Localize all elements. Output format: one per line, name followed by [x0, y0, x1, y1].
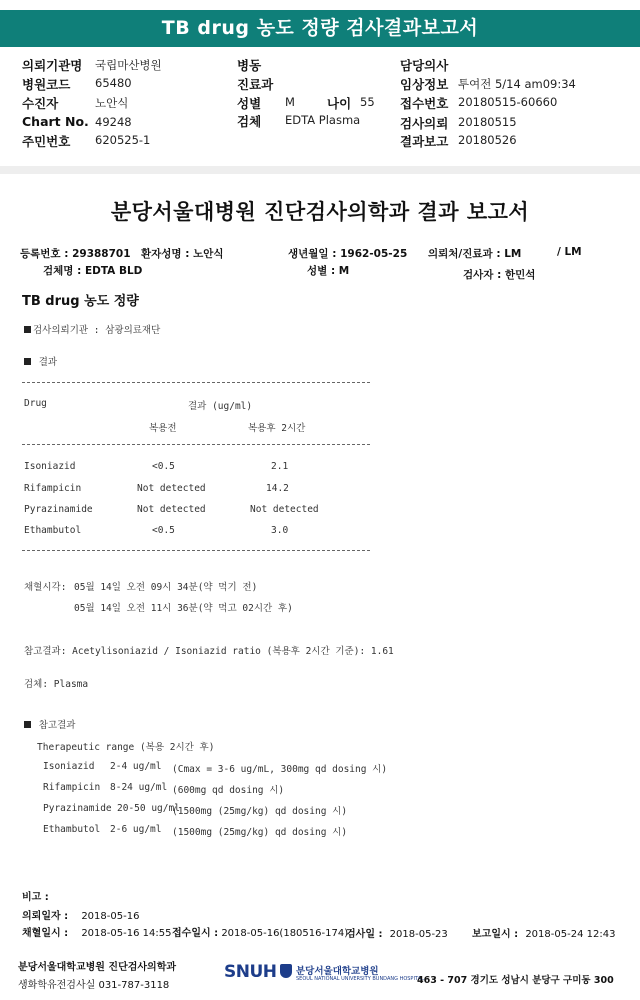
col-pre-header: 복용전 — [149, 423, 177, 434]
lab-report — [0, 174, 640, 1000]
ward-label: 병동 — [237, 58, 262, 73]
requester-dept: / LM — [557, 246, 582, 258]
patient-sex: 성별 : M — [307, 265, 350, 277]
remark-label: 비고 : — [22, 892, 49, 903]
lab-report-title: 분당서울대병원 진단검사의학과 결과 보고서 — [110, 200, 530, 224]
test-date-label: 검사일 : — [346, 929, 383, 940]
row-post: 3.0 — [271, 525, 289, 536]
range-drug: Isoniazid — [43, 761, 95, 772]
result-heading — [24, 354, 57, 368]
hospital-code-value: 65480 — [95, 76, 132, 90]
row-pre: <0.5 — [152, 525, 175, 536]
row-drug: Rifampicin — [24, 483, 82, 494]
collect-date — [22, 924, 171, 939]
reference-heading-text: 참고결과 — [38, 720, 76, 731]
chart-no-value: 49248 — [95, 115, 132, 129]
report-date-value: 20180526 — [458, 133, 517, 147]
range-note: (1500mg (25mg/kg) qd dosing 시) — [172, 806, 348, 817]
range-note: (600mg qd dosing 시) — [172, 785, 285, 796]
report-datetime-value: 2018-05-24 12:43 — [525, 929, 616, 940]
row-pre: <0.5 — [152, 461, 175, 472]
shield-icon — [280, 964, 292, 978]
clinical-info-value: 투여전 5/14 am09:34 — [458, 77, 576, 91]
hospital-logo-subtitle: SEOUL NATIONAL UNIVERSITY BUNDANG HOSPITAL — [296, 976, 424, 982]
range-note: (1500mg (25mg/kg) qd dosing 시) — [172, 827, 348, 838]
report-title-bar: TB drug 농도 정량 검사결과보고서 — [0, 10, 640, 47]
request-date-label: 의뢰일자 : — [22, 911, 69, 922]
hospital-address: 463 - 707 경기도 성남시 분당구 구미동 300 — [417, 975, 614, 986]
result-heading-text: 결과 — [38, 357, 58, 368]
report-date-label: 결과보고 — [400, 134, 449, 149]
test-date — [346, 925, 448, 940]
table-top-rule — [22, 382, 370, 383]
hospital-code-label: 병원코드 — [22, 77, 71, 92]
accept-date-label: 접수일시 : — [172, 928, 219, 939]
age-value: 55 — [360, 95, 375, 109]
request-date-label: 검사의뢰 — [400, 116, 449, 131]
registration-number: 등록번호 : 29388701 — [20, 248, 131, 260]
sampling-time-1: 05월 14일 오전 09시 34분(약 먹기 전) — [74, 582, 258, 593]
doctor-label: 담당의사 — [400, 58, 449, 73]
reference-heading — [24, 717, 75, 731]
lab-line — [24, 322, 160, 336]
col-result-header: 결과 (ug/ml) — [188, 401, 253, 412]
square-bullet-icon — [24, 721, 31, 728]
institution-value: 국립마산병원 — [95, 58, 162, 72]
request-date-value: 20180515 — [458, 115, 517, 129]
patient-label: 수진자 — [22, 96, 59, 111]
hospital-logo-name: 분당서울대학교병원 — [296, 966, 379, 977]
accept-date-value: 2018-05-16(180516-174) — [221, 928, 349, 939]
range-value: 8-24 ug/ml — [110, 782, 168, 793]
row-pre: Not detected — [137, 483, 206, 494]
resident-no-label: 주민번호 — [22, 134, 71, 149]
request-header — [0, 54, 640, 166]
sampling-label: 채혈시각: — [24, 582, 67, 593]
row-post: 14.2 — [266, 483, 289, 494]
row-post: 2.1 — [271, 461, 289, 472]
department-name: 분당서울대학교병원 진단검사의학과 — [18, 962, 177, 973]
range-drug: Ethambutol — [43, 824, 101, 835]
range-drug: Pyrazinamide — [43, 803, 112, 814]
therapeutic-range-title: Therapeutic range (복용 2시간 후) — [37, 742, 215, 753]
accept-date — [172, 924, 348, 939]
specimen-label: 검체 — [237, 114, 262, 129]
sampling-time-2: 05월 14일 오전 11시 36분(약 먹고 02시간 후) — [74, 603, 293, 614]
square-bullet-icon — [24, 358, 31, 365]
range-value: 20-50 ug/ml — [117, 803, 180, 814]
sex-label: 성별 — [237, 96, 262, 111]
reference-result: 참고결과: Acetylisoniazid / Isoniazid ratio (복용후 2시간 기준): 1.61 — [24, 646, 394, 657]
test-date-value: 2018-05-23 — [389, 929, 448, 940]
receipt-no-value: 20180515-60660 — [458, 95, 558, 109]
range-drug: Rifampicin — [43, 782, 101, 793]
request-date-value: 2018-05-16 — [81, 911, 140, 922]
range-value: 2-6 ug/ml — [110, 824, 162, 835]
request-date — [22, 907, 139, 922]
range-note: (Cmax = 3-6 ug/mL, 300mg qd dosing 시) — [172, 764, 388, 775]
snuh-logo: SNUH — [224, 962, 277, 982]
receipt-no-label: 접수번호 — [400, 96, 449, 111]
clinical-info-label: 임상정보 — [400, 77, 449, 92]
institution-label: 의뢰기관명 — [22, 58, 83, 73]
birth-date: 생년월일 : 1962-05-25 — [288, 248, 408, 260]
patient-name: 환자성명 : 노안식 — [141, 248, 224, 260]
range-value: 2-4 ug/ml — [110, 761, 162, 772]
requester: 의뢰처/진료과 : LM — [428, 248, 522, 260]
collect-date-value: 2018-05-16 14:55 — [81, 928, 172, 939]
table-header-rule — [22, 444, 370, 445]
col-drug-header: Drug — [24, 398, 47, 409]
sex-value: M — [285, 95, 295, 109]
report-datetime — [472, 925, 615, 940]
row-post: Not detected — [250, 504, 319, 515]
resident-no-value: 620525-1 — [95, 133, 151, 147]
test-name: TB drug 농도 정량 — [22, 294, 139, 309]
row-drug: Isoniazid — [24, 461, 76, 472]
table-bottom-rule — [22, 550, 370, 551]
row-pre: Not detected — [137, 504, 206, 515]
col-post-header: 복용후 2시간 — [248, 423, 306, 434]
specimen-value: EDTA Plasma — [285, 113, 361, 127]
examiner: 검사자 : 한민석 — [463, 269, 536, 281]
lab-phone: 생화학유전검사실 031-787-3118 — [18, 980, 170, 991]
chart-no-label: Chart No. — [22, 114, 89, 129]
specimen-name: 검체명 : EDTA BLD — [43, 265, 143, 277]
section-divider — [0, 166, 640, 174]
specimen-line: 검체: Plasma — [24, 679, 89, 690]
row-drug: Pyrazinamide — [24, 504, 93, 515]
patient-value: 노안식 — [95, 96, 129, 110]
row-drug: Ethambutol — [24, 525, 82, 536]
square-bullet-icon — [24, 326, 31, 333]
dept-label: 진료과 — [237, 77, 274, 92]
collect-date-label: 채혈일시 : — [22, 928, 69, 939]
report-datetime-label: 보고일시 : — [472, 929, 519, 940]
age-label: 나이 — [327, 96, 352, 111]
lab-text: 검사의뢰기관 : 삼광의료재단 — [33, 325, 161, 336]
